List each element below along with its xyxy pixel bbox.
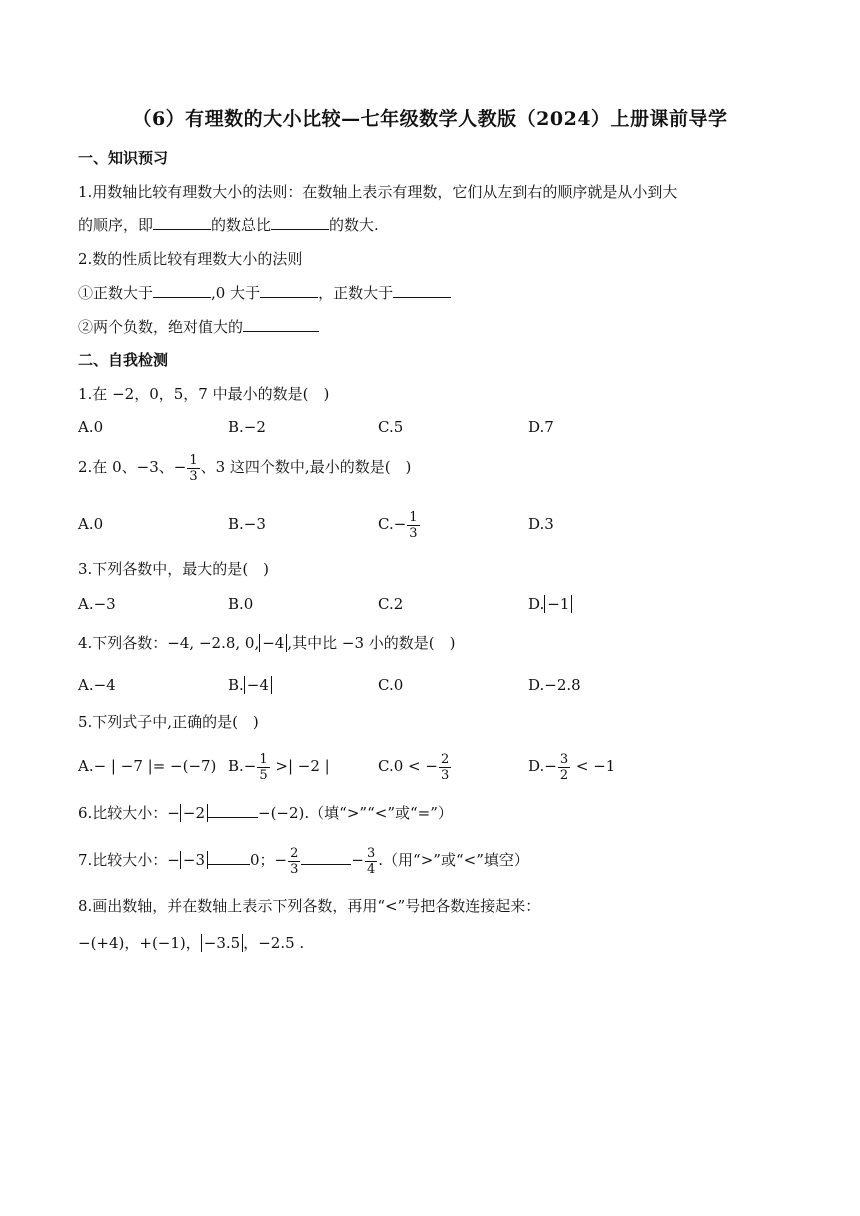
q1-options	[78, 415, 798, 439]
answer-blank	[260, 283, 318, 298]
denominator: 4	[367, 861, 376, 877]
q5-text: 5.下列式子中,正确的是( )	[78, 713, 259, 731]
numerator: 1	[409, 509, 418, 525]
q2-c-fraction	[407, 510, 419, 541]
q8-values-pre: −(+4)，+(−1)，	[78, 934, 201, 952]
denominator: 3	[189, 468, 198, 484]
q3-option-d	[528, 592, 572, 616]
q4-option-d: D.−2.8	[528, 676, 581, 694]
q2-option-b: B.−3	[228, 515, 266, 533]
answer-blank	[393, 283, 451, 298]
q2-option-d: D.3	[528, 515, 554, 533]
denominator: 5	[259, 767, 268, 783]
q2-text-pre: 2.在 0、−3、	[78, 458, 174, 476]
q8-text: 8.画出数轴，并在数轴上表示下列各数，再用“<”号把各数连接起来：	[78, 897, 541, 915]
q3-option-a: A.−3	[78, 595, 116, 613]
q7-sign2: −	[351, 851, 364, 869]
numerator: 2	[440, 751, 450, 767]
q4-option-c: C.0	[378, 676, 404, 694]
q2-text	[78, 452, 411, 484]
q6-abs: −2	[180, 804, 208, 822]
numerator: 1	[189, 452, 198, 468]
denominator: 3	[440, 767, 450, 783]
q3-option-c: C.2	[378, 595, 404, 613]
k2a-text-1: ①正数大于	[78, 284, 154, 302]
q7-mid: 0；−	[250, 851, 288, 869]
q8-values-post: ，−2.5 .	[243, 934, 305, 952]
q3-d-abs: −1	[544, 595, 572, 613]
q8-abs: −3.5	[201, 934, 243, 952]
q4-text-post: ,其中比 −3 小的数是( )	[287, 634, 456, 652]
q2-sign: −	[173, 458, 187, 476]
q4-text	[78, 632, 455, 654]
answer-blank	[153, 283, 211, 298]
k1-line1: 1.用数轴比较有理数大小的法则：在数轴上表示有理数，它们从左到右的顺序就是从小到大	[78, 183, 678, 201]
q2-option-a: A.0	[78, 515, 104, 533]
numerator: 3	[367, 845, 376, 861]
q2-text-post: 、3 这四个数中,最小的数是( )	[200, 458, 412, 476]
q3-option-b: B.0	[228, 595, 254, 613]
q3-options	[78, 592, 798, 616]
q4-b-abs: −4	[244, 676, 272, 694]
q8-values	[78, 932, 304, 954]
k1-text-a: 的顺序，即	[78, 216, 154, 234]
q4-text-pre: 4.下列各数：−4, −2.8, 0,	[78, 634, 260, 652]
q2-options	[78, 508, 798, 540]
q1-option-d: D.7	[528, 418, 554, 436]
k2a-text-2: ,0 大于	[211, 284, 261, 302]
numerator: 2	[290, 845, 299, 861]
q5-option-d	[528, 748, 615, 784]
q4-b-label: B.	[228, 676, 244, 694]
q1-text: 1.在 −2，0，5，7 中最小的数是( )	[78, 385, 330, 403]
page-title: （6）有理数的大小比较—七年级数学人教版（2024）上册课前导学	[132, 108, 728, 130]
q4-option-b	[228, 673, 272, 697]
answer-blank	[208, 850, 250, 865]
q5-b-fraction	[257, 752, 269, 783]
q6-mid: −(−2)	[258, 804, 305, 822]
q3-text: 3.下列各数中，最大的是( )	[78, 560, 270, 578]
q4-options	[78, 673, 798, 697]
q5-options	[78, 748, 798, 784]
q7-fraction-1	[288, 846, 300, 877]
q5-d-fraction	[558, 752, 570, 783]
q7-pre: 7.比较大小：−	[78, 851, 180, 869]
k2a-line	[78, 282, 451, 304]
q7-text	[78, 844, 529, 877]
q2-c-label: C.	[378, 515, 394, 533]
q5-b-post: >| −2 |	[270, 757, 330, 775]
q5-option-c	[378, 748, 452, 784]
answer-blank	[271, 215, 329, 230]
q2-c-sign: −	[393, 515, 407, 533]
k2a-text-3: ，正数大于	[318, 284, 394, 302]
q6-post: .（填“>”“<”或“=”）	[304, 804, 453, 822]
numerator: 3	[559, 751, 569, 767]
k2-line: 2.数的性质比较有理数大小的法则	[78, 250, 303, 268]
section-heading-selftest: 二、自我检测	[78, 351, 169, 369]
answer-blank	[153, 215, 211, 230]
q1-option-c: C.5	[378, 418, 404, 436]
denominator: 3	[290, 861, 299, 877]
k1-text-c: 的数大.	[329, 216, 379, 234]
k2b-text: ②两个负数，绝对值大的	[78, 318, 244, 336]
q1-option-b: B.−2	[228, 418, 266, 436]
q2-option-c	[378, 508, 421, 541]
denominator: 2	[559, 767, 569, 783]
denominator: 3	[409, 525, 418, 541]
k2b-line	[78, 316, 319, 338]
q5-b-pre: B.−	[228, 757, 257, 775]
k1-text-b: 的数总比	[211, 216, 272, 234]
q5-c-pre: C.0 < −	[378, 757, 438, 775]
answer-blank	[301, 850, 351, 865]
q6-text	[78, 802, 453, 824]
q5-d-post: < −1	[571, 757, 616, 775]
section-heading-preview: 一、知识预习	[78, 149, 169, 167]
q4-abs: −4	[259, 634, 287, 652]
q5-option-a: A.− | −7 |= −(−7)	[78, 757, 217, 775]
k1-line2	[78, 214, 379, 236]
q1-option-a: A.0	[78, 418, 104, 436]
q4-option-a: A.−4	[78, 676, 116, 694]
q7-abs: −3	[180, 851, 208, 869]
q6-pre: 6.比较大小：−	[78, 804, 180, 822]
q5-d-pre: D.−	[528, 757, 557, 775]
q7-fraction-2	[365, 846, 377, 877]
q5-c-fraction	[439, 752, 451, 783]
numerator: 1	[259, 751, 268, 767]
q2-fraction	[187, 453, 199, 484]
q7-post: .（用“>”或“<”填空）	[378, 851, 529, 869]
q5-option-b	[228, 748, 330, 784]
answer-blank	[243, 317, 319, 332]
q3-d-label: D.	[528, 595, 545, 613]
answer-blank	[208, 803, 258, 818]
